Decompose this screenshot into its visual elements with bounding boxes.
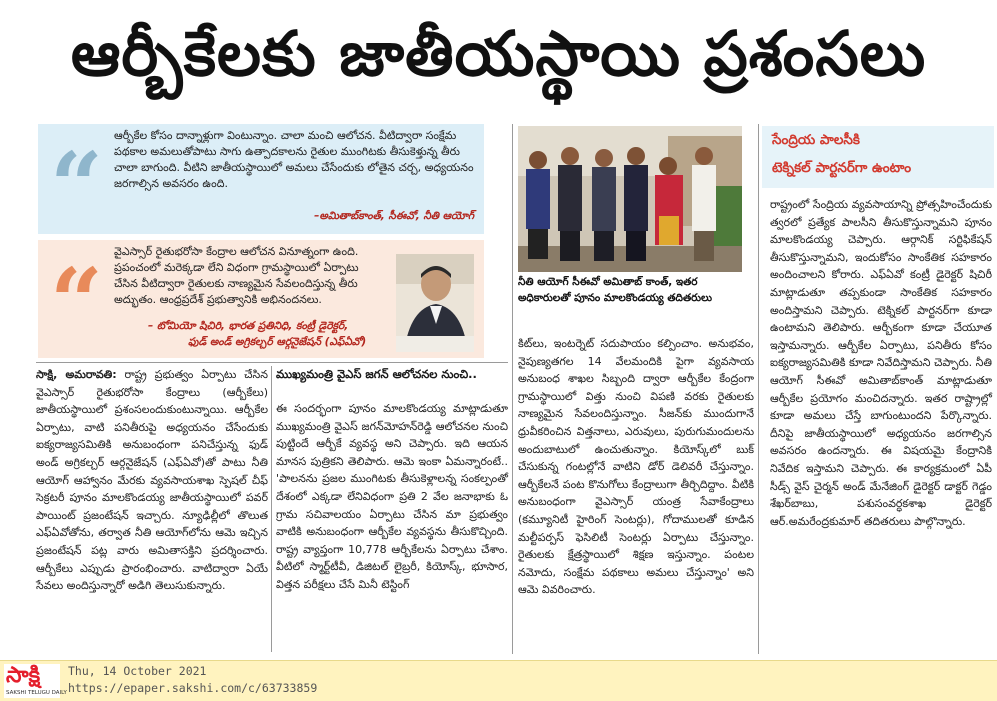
logo-subtitle: SAKSHI TELUGU DAILY: [6, 690, 67, 696]
article-column-1: [36, 366, 268, 595]
sidebar-heading-line-1: సేంద్రియ పాలసీకి: [772, 132, 860, 148]
quote-mark-icon: “: [50, 248, 103, 356]
divider: [36, 362, 508, 363]
quote-attribution: –అమితాబ్‌కాంత్‌, సీఈవో, నీతి ఆయోగ్‌: [314, 210, 474, 222]
portrait-photo: [396, 254, 474, 352]
divider: [271, 366, 272, 652]
quote-text: వైఎస్సార్‌ రైతుభరోసా కేంద్రాల ఆలోచన వినూత్నంగా ఉంది. ప్రపంచంలో మరెక్కడా లేని విధంగా గ్రామస్థాయిలో ఏర్పాటు చేసిన వీటిద్వారా రైతులకు నాణ్యమైన సేవలందిస్తున్న తీరు అద్భుతం. ఆంధ్రప్రదేశ్‌ ప్రభుత్వానికి అభినందనలు.: [114, 245, 359, 306]
article-column-3: కిట్‌లు, ఇంటర్నెట్‌ సదుపాయం కల్పించాం. అనుభవం, నైపుణ్యతగల 14 వేలమందికి పైగా వ్యవసాయ అనుబంధ శాఖల సిబ్బంది ద్వారా ఆర్బీకేల కేంద్రంగా గ్రామస్థాయిలో విత్తు నుంచి విపణి వరకు రైతులకు నాణ్యమైన సేవలందిస్తున్నాం. సీజన్‌కు ముందుగానే ధ్రువీకరించిన విత్తనాలు, ఎరువులు, పురుగుమందులను అందుబాటులో ఉంచుతున్నాం. కియోస్క్‌లో బుక్‌ చేసుకున్న గంటల్లోనే వాటిని డోర్‌ డెలివరీ చేస్తున్నాం. ఆర్బీకేలనే పంట కొనుగోలు కేంద్రాలుగా తీర్చిదిద్దాం. వీటికి అనుబంధంగా వైఎస్సార్‌ యంత్ర సేవాకేంద్రాలు (కమ్యూనిటీ హైరింగ్‌ సెంటర్లు), గోదాములతో కూడిన మల్టీపర్పస్‌ ఫెసిలిటీ సెంటర్లు ఏర్పాటు చేస్తున్నాం. రైతులకు క్షేత్రస్థాయిలో శిక్షణ ఇస్తున్నాం. పంటల నమోదు, సంక్షేమ పథకాలు అమలు చేస్తున్నాం' అని ఆమె వివరించారు.: [518, 337, 754, 597]
subheading: ముఖ్యమంత్రి వైఎస్‌ జగన్‌ ఆలోచనల నుంచి..: [276, 367, 477, 381]
photo-caption: నీతి ఆయోగ్‌ సీఈవో అమితాబ్‌ కాంత్‌, ఇతర అధికారులతో పూనం మాలకొండయ్య తదితరులు: [518, 276, 713, 304]
divider: [758, 124, 759, 654]
sidebar-heading-line-2: టెక్నికల్‌ పార్టనర్‌గా ఉంటాం: [772, 160, 912, 176]
article-column-2: ఈ సందర్భంగా పూనం మాలకొండయ్య మాట్లాడుతూ ముఖ్యమంత్రి వైఎస్‌ జగన్‌మోహన్‌రెడ్డి ఆలోచనల నుంచి పుట్టిందే ఆర్బీకే వ్యవస్థ అని చెప్పారు. ఇది ఆయన మానస పుత్రికని తెలిపారు. ఆమె ఇంకా ఏమన్నారంటే.. 'పాలనను ప్రజల ముంగిటకు తీసుకెళ్లాలన్న సంకల్పంతో దేశంలో ఎక్కడా లేనివిధంగా ప్రతి 2 వేల జనాభాకు ఓ గ్రామ సచివాలయం ఏర్పాటు చేసిన మా ప్రభుత్వం వాటికి అనుబంధంగా ఆర్బీకేల వ్యవస్థను తీసుకొచ్చింది. రాష్ట్ర వ్యాప్తంగా 10,778 ఆర్బీకేలను ఏర్పాటు చేశాం. వీటిలో స్మార్ట్‌టీవీ, డిజిటల్‌ లైబ్రరీ, కియోస్క్‌, భూసార, విత్తన పరీక్షలు చేసే మినీ టెస్టింగ్‌: [276, 402, 508, 591]
quote-attribution: – టోమియో షిచిరి, భారత ప్రతినిధి, కంట్రీ డైరెక్టర్‌,: [148, 320, 349, 332]
headline: ఆర్బీకేలకు జాతీయస్థాయి ప్రశంసలు: [70, 17, 927, 90]
publication-date: Thu, 14 October 2021: [68, 664, 207, 678]
dateline: సాక్షి, అమరావతి:: [36, 368, 117, 381]
sakshi-logo: [4, 663, 67, 698]
epaper-url[interactable]: https://epaper.sakshi.com/c/63733859: [68, 681, 318, 695]
quote-mark-icon: “: [50, 132, 103, 240]
sidebar-text: రాష్ట్రంలో సేంద్రియ వ్యవసాయాన్ని ప్రోత్సహించేందుకు త్వరలో ప్రత్యేక పాలసీని తీసుకొస్తున్నామని పూనం మాలకొండయ్య చెప్పారు. ఆర్గానిక్‌ సర్టిఫికేషన్‌ తీసుకొస్తున్నామని, ఇందుకోసం సాంకేతిక సహకారం అందించాలని కోరారు. ఎఫ్‌ఏవో కంట్రీ డైరెక్టర్‌ షిచిరీ మాట్లాడుతూ తప్పకుండా సాంకేతిక సహకారం అందిస్తామని చెప్పారు. టెక్నికల్‌ పార్టనర్‌గా కూడా ఉంటామని తెలిపారు. ఆర్బీకంగా కూడా చేయూత ఇస్తామన్నారు. ఆర్బీకేల ఏర్పాటు, పనితీరు కోసం ఐక్యరాజ్యసమితికి కూడా నివేదిస్తామని చెప్పారు. నీతి ఆయోగ్‌ సీఈవో అమితాబ్‌కాంత్‌ మాట్లాడుతూ ఆర్బీకేల ప్రయోగం మంచిదన్నారు. ఇతర రాష్ట్రాల్లో కూడా అమలు చేస్తే బాగుంటుందని పేర్కొన్నారు. దీనిపై జాతీయస్థాయిలో అధ్యయనం జరగాల్సిన అవసరం ఉందన్నారు. ఈ విషయమై కేంద్రానికి నివేదిక ఇస్తామని చెప్పారు. ఈ కార్యక్రమంలో ఏపీ సీడ్స్‌ వైస్‌ చైర్మన్‌ అండ్‌ మేనేజింగ్‌ డైరెక్టర్‌ డాక్టర్‌ గెడ్డం శేఖర్‌బాబు, పశుసంవర్ధకశాఖ డైరెక్టర్‌ ఆర్‌.అమరేంద్రకుమార్‌ తదితరులు పాల్గొన్నారు.: [770, 198, 992, 528]
divider: [512, 124, 513, 654]
article-text: రాష్ట్ర ప్రభుత్వం ఏర్పాటు చేసిన వైఎస్సార్‌ రైతుభరోసా కేంద్రాలు (ఆర్బీకేలు) జాతీయస్థాయిలో ప్రశంసలందుకుంటున్నాయి. ఆర్బీకేల ఏర్పాటు, వాటి పనితీరుపై అధ్యయనం చేసేందుకు ఐక్యరాజ్యసమితికి అనుబంధంగా పనిచేస్తున్న ఫుడ్‌ అండ్‌ అగ్రికల్చర్‌ ఆర్గనైజేషన్‌ (ఎఫ్‌ఏవో)తో పాటు నీతి ఆయోగ్‌ ఆహ్వానం మేరకు వ్యవసాయశాఖ స్పెషల్‌ చీఫ్‌ సెక్రటరీ పూనం మాలకొండయ్య జాతీయస్థాయిలో పవర్‌ పాయింట్‌ ప్రజంటేషన్‌ ఇచ్చారు. న్యూఢిల్లీలో తొలుత ఎఫ్‌ఏవోతోను, తర్వాత నీతి ఆయోగ్‌లోను ఆమె ఇచ్చిన ప్రజంటేషన్‌ పట్ల వారు అమితాసక్తిని ప్రదర్శించారు. ఆర్బీకేలు ఎప్పుడు ప్రారంభించారు. వాటిద్వారా ఏయే సేవలు అందిస్తున్నారో అడిగి తెలుసుకున్నారు.: [36, 368, 268, 593]
quote-text: ఆర్బీకేల కోసం దాన్నాళ్లుగా వింటున్నాం. చాలా మంచి ఆలోచన. వీటిద్వారా సంక్షేమ పథకాల అమలుతోపాటు సాగు ఉత్పాదకాలను రైతుల ముంగిటకు తీసుకెళ్తున్న తీరు చాలా బాగుంది. వీటిని జాతీయస్థాయిలో అమలు చేసేందుకు లోతైన చర్చ, అధ్యయనం జరగాల్సిన అవసరం ఉంది.: [114, 129, 474, 190]
quote-box-amitabh: [38, 124, 484, 240]
quote-attribution-org: ఫుడ్‌ అండ్‌ అగ్రికల్చర్‌ ఆర్గనైజేషన్‌ (ఎఫ్‌ఏవో): [188, 336, 367, 348]
group-photo: [518, 126, 742, 272]
logo-text: సాక్షి: [6, 663, 41, 688]
sidebar-heading: [762, 126, 994, 188]
